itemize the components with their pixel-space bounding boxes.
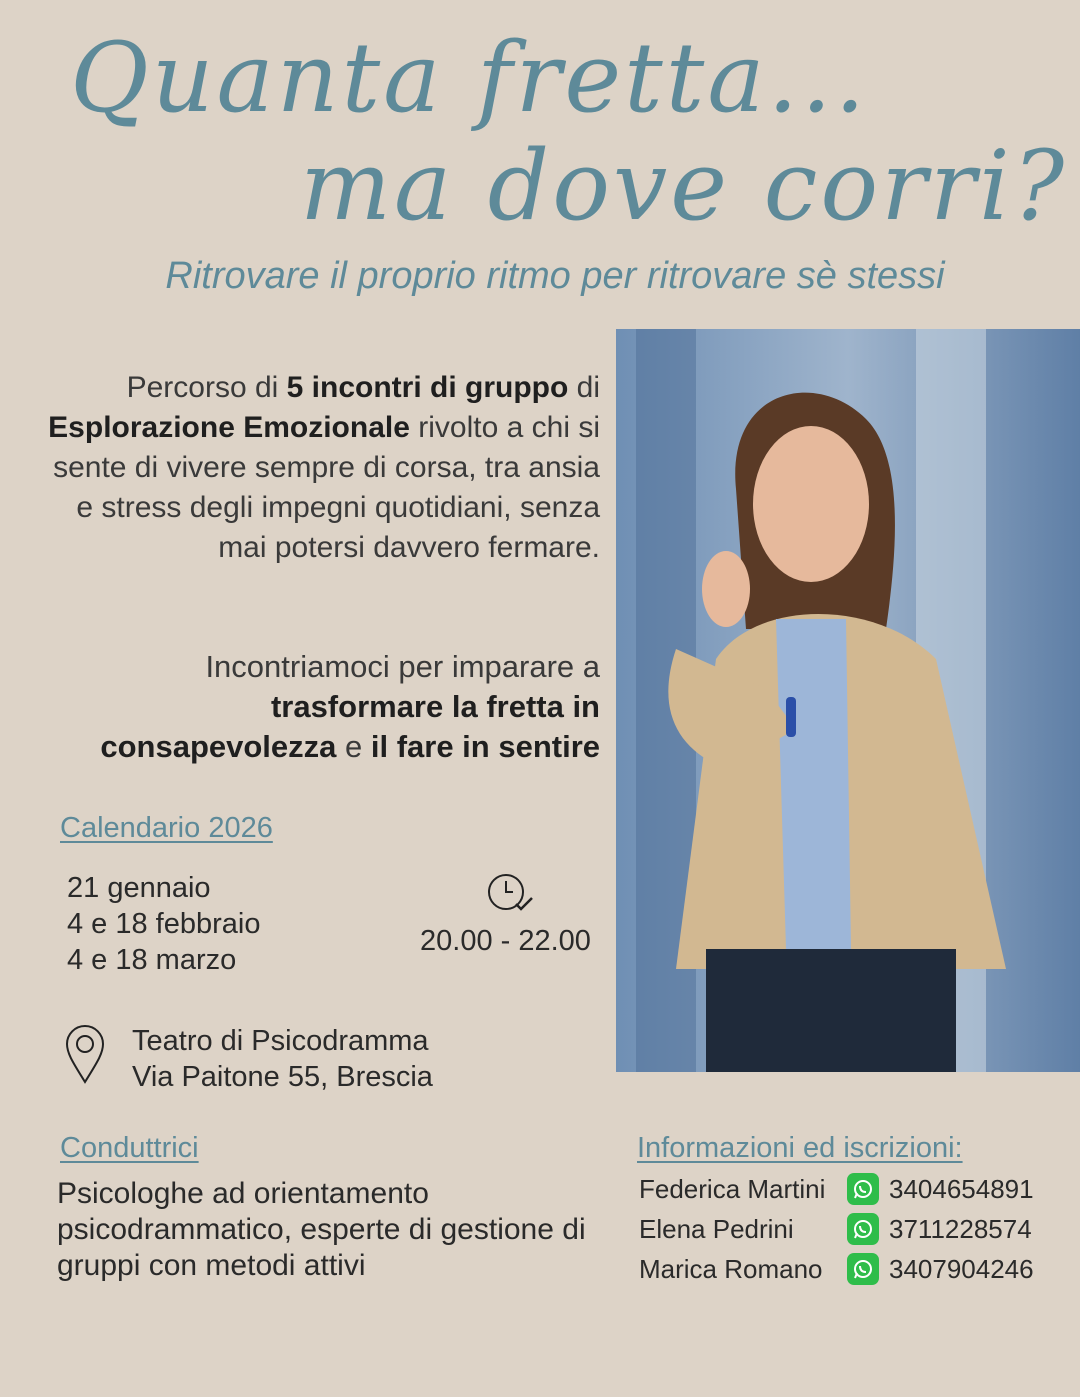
venue: [132, 1023, 433, 1095]
subtitle: Ritrovare il proprio ritmo per ritrovare sè stessi: [165, 255, 945, 297]
date-item: 4 e 18 marzo: [67, 944, 237, 976]
venue-name: Teatro di Psicodramma: [132, 1025, 429, 1057]
whatsapp-icon[interactable]: [847, 1253, 879, 1285]
contact-phone[interactable]: 3711228574: [889, 1213, 1032, 1244]
venue-address: Via Paitone 55, Brescia: [132, 1061, 433, 1093]
location-pin-icon: [64, 1024, 106, 1084]
contact-name: Federica Martini: [639, 1173, 826, 1204]
date-item: 21 gennaio: [67, 872, 211, 904]
conduttrici-text: Psicologhe ad orientamento psicodrammatico, esperte di gestione di gruppi con metodi attivi: [57, 1177, 586, 1282]
invite-paragraph: Incontriamoci per imparare a trasformare la fretta in consapevolezza e il fare in sentire: [100, 649, 600, 764]
contact-item: [639, 1172, 1034, 1206]
woman-hurry-photo: [616, 329, 1080, 1072]
calendar-heading: Calendario 2026: [60, 812, 273, 844]
whatsapp-icon[interactable]: [847, 1213, 879, 1245]
title-line-1: Quanta fretta...: [70, 22, 869, 134]
intro-paragraph: Percorso di 5 incontri di gruppo di Esplorazione Emozionale rivolto a chi si sente di vivere sempre di corsa, tra ansia e stress degli impegni quotidiani, senza mai potersi davvero fermare.: [48, 371, 600, 564]
contact-name: Elena Pedrini: [639, 1213, 794, 1244]
contact-item: [639, 1252, 1034, 1286]
meeting-hours: 20.00 - 22.00: [420, 925, 591, 957]
whatsapp-icon[interactable]: [847, 1173, 879, 1205]
contact-item: [639, 1212, 1032, 1246]
conduttrici-heading: Conduttrici: [60, 1132, 199, 1164]
clock-check-icon: [486, 872, 534, 914]
contact-phone[interactable]: 3407904246: [889, 1253, 1034, 1284]
info-heading: Informazioni ed iscrizioni:: [637, 1132, 963, 1164]
title-line-2: ma dove corri?: [300, 130, 1068, 242]
date-item: 4 e 18 febbraio: [67, 908, 261, 940]
contact-name: Marica Romano: [639, 1253, 823, 1284]
contact-phone[interactable]: 3404654891: [889, 1173, 1034, 1204]
date-list: [67, 870, 260, 978]
